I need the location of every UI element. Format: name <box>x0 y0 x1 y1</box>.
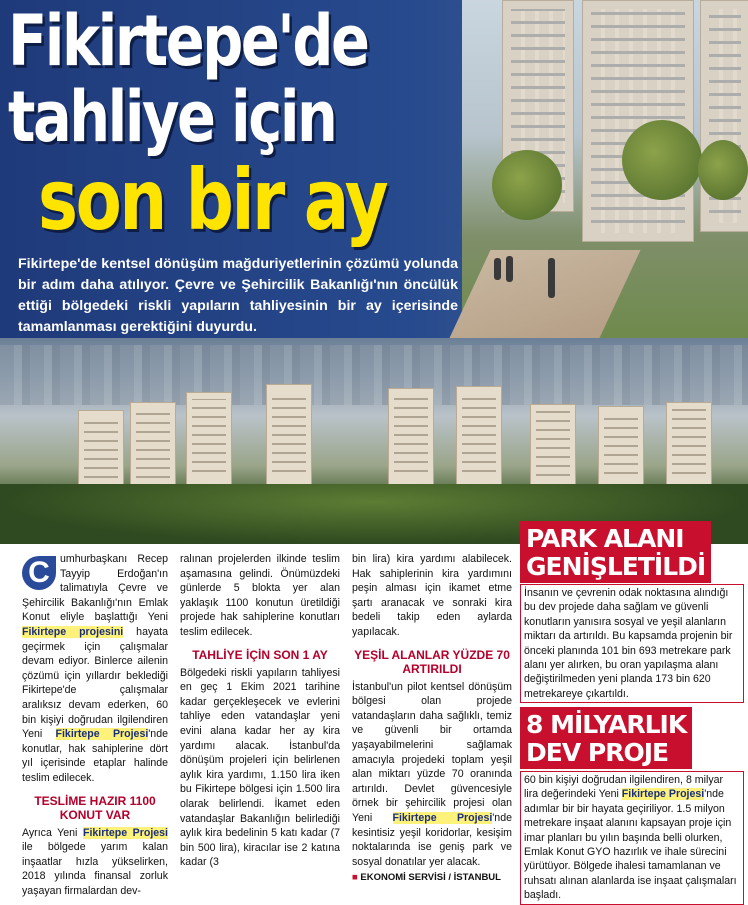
column-3-paragraph-1: bin lira) kira yardımı alabilecek. Hak sahiplerinin kira yardımını peşin alması için ikamet etme şartı aranacak ve sonraki kira bedeli takip eden aylarda yapılacak. <box>352 553 512 638</box>
tower-building <box>78 410 124 492</box>
highlighted-term: Fikirtepe Projesi <box>55 728 149 741</box>
byline-marker: ■ <box>352 872 358 884</box>
city-skyline <box>0 345 748 405</box>
article-column-3 <box>352 552 512 886</box>
byline: ■ EKONOMİ SERVİSİ / İSTANBUL <box>352 872 501 884</box>
sidebar-text-project: 60 bin kişiyi doğrudan ilgilendiren, 8 milyar lira değerindeki Yeni Fikirtepe Projesi'nde adımlar bir bir hayata geçiriliyor. 1.5 milyon metrekare inşaat alanını kapsayan proje için imar planları bu yılın başında belli olurken, Emlak Konut GYO hazırlık ve ihale sürecini yürütüyor. Bölgede ihalesi tamamlanan ve ruhsatı alınan alanlarda ise inşaat çalışmaları başladı. <box>520 771 744 905</box>
column-1-paragraph-1: C umhurbaşkanı Recep Tayyip Erdoğan'ın talimatıyla Çevre ve Şehircilik Bakanlığı'nın Emlak Konut eliyle başlattığı Yeni Fikirtepe projesini hayata geçirmek için çalışmalar devam ediyor. Binlerce ailenin çözümü için yıllardır beklediği Fikirtepe'de çalışmalar aralıksız devam ederken, 60 bin kişiyi doğrudan ilgilendiren Yeni Fikirtepe Projesi'nde konutlar, hak sahiplerine dört yıl içerisinde etaplar halinde teslim edilecek. <box>22 553 168 784</box>
article-column-2 <box>180 552 340 870</box>
tree <box>622 120 702 200</box>
headline-line-1: Fikirtepe'de <box>8 0 368 82</box>
tree <box>492 150 562 220</box>
column-1-paragraph-2: Ayrıca Yeni Fikirtepe Projesi ile bölgede yarım kalan inşaatlar hızla yükselirken, 2018 yılında finansal zorluk yaşayan firmalardan dev- <box>22 826 168 897</box>
article-column-1 <box>22 552 168 898</box>
tower-building <box>666 402 712 488</box>
subheading: TESLİME HAZIR 1100 KONUT VAR <box>34 793 156 822</box>
headline-line-3: son bir ay <box>38 151 387 249</box>
tower-building <box>186 392 232 486</box>
highlighted-term: Fikirtepe projesini <box>22 625 124 638</box>
tower-building <box>582 0 694 242</box>
tower-building <box>266 384 312 486</box>
column-2-paragraph-1: ralınan projelerden ilkinde teslim aşamasına gelindi. Önümüzdeki günlerde 5 blokta yer alan yaklaşık 1100 konutun üretildiği projede hak sahiplerine konutları teslim edilecek. <box>180 553 340 638</box>
highlighted-term: Fikirtepe Projesi <box>621 788 705 801</box>
tower-building <box>530 404 576 490</box>
sidebar-heading-project: 8 MİLYARLIK DEV PROJE <box>520 707 692 769</box>
column-2-paragraph-2: Bölgedeki riskli yapıların tahliyesi en geç 1 Ekim 2021 tarihine kadar gerçekleşecek ve evlerini tahliye eden vatandaşlar yeni evini alana kadar her ay kira yardımı alacak. İstanbul'da dönüşüm projeleri için belirlenen aylık kira yardımı, 1.150 lira iken bu Fikirtepe bölgesi için 1.500 lira olarak belirlendi. İkamet eden vatandaşlar Bakanlığın belirlediği aylık kira bedelinin 5 katı kadar (7 bin 500 lira), kiracılar ise 2 katına kadar (3 <box>180 666 340 869</box>
person-figure <box>548 258 555 298</box>
person-figure <box>506 256 513 282</box>
tower-building <box>456 386 502 486</box>
highlighted-term: Fikirtepe Projesi <box>82 826 168 839</box>
tower-building <box>388 388 434 486</box>
sidebar-text-park: İnsanın ve çevrenin odak noktasına alındığı bu dev projede daha sağlam ve güvenli konutların yanısıra sosyal ve yeşil alanların miktarı da artırıldı. Bu kapsamda projenin bir önceki planında 101 bin 693 metrekare park alanı yer alırken, bu oran yapılaşma alanı değiştirilmeden yeni planda 173 bin 620 metrekareye çıkartıldı. <box>520 584 744 703</box>
subheading: TAHLİYE İÇİN SON 1 AY <box>192 647 328 662</box>
lead-paragraph: Fikirtepe'de kentsel dönüşüm mağduriyetlerinin çözümü yolunda bir adım daha atılıyor. Çevre ve Şehircilik Bakanlığı'nın öncülük ettiği bölgedeki riskli yapıların tahliyesinin bir ay içerisinde tamamlanması gerektiğini duyurdu. <box>18 256 458 335</box>
highlighted-term: Fikirtepe Projesi <box>392 811 493 824</box>
headline-line-2: tahliye için <box>8 76 336 158</box>
tree <box>698 140 748 200</box>
drop-cap: C <box>22 556 56 590</box>
sidebar-heading-park: PARK ALANI GENİŞLETİLDİ <box>520 521 711 583</box>
column-3-paragraph-2: İstanbul'un pilot kentsel dönüşüm bölgesi olan projede vatandaşların daha sağlıklı, temiz ve güvenli bir ortamda yaşayabilmelerini sağlamak amacıyla projedeki toplam yeşil alan miktarı yüzde 70 oranında artırıldı. Devlet güvencesiyle örnek bir şehircilik projesi olan Yeni Fikirtepe Projesi'nde kesintisiz yeşil koridorlar, kesişim noktalarında ise geniş park ve sosyal donatılar yer alacak. <box>352 680 512 868</box>
tower-building <box>598 406 644 488</box>
subheading: YEŞİL ALANLAR YÜZDE 70 ARTIRILDI <box>354 647 510 676</box>
tower-building <box>130 402 176 492</box>
person-figure <box>494 258 501 280</box>
